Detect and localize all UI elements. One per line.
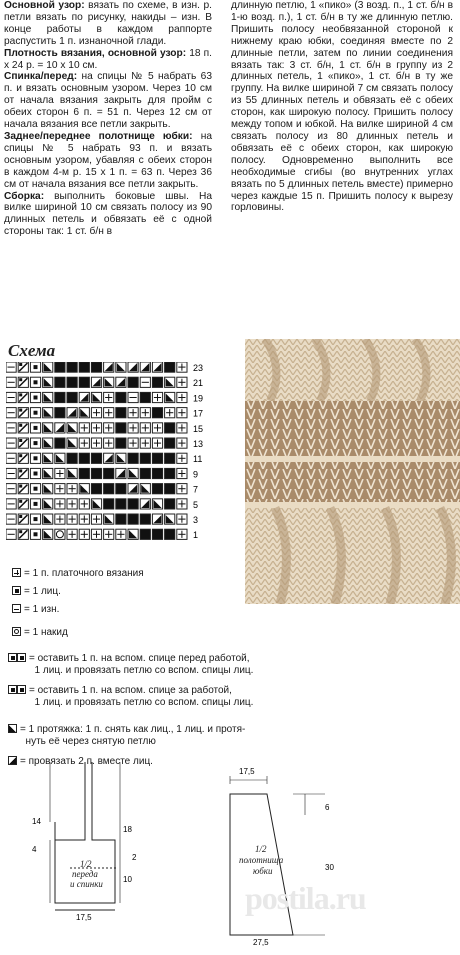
- chart-cell: [91, 438, 101, 448]
- chart-cell: [18, 453, 28, 463]
- chart-cell: [55, 438, 65, 448]
- chart-cell: [91, 484, 101, 494]
- chart-cell: [30, 362, 40, 372]
- chart-row-number: 9: [193, 469, 199, 480]
- chart-cell: [18, 468, 28, 478]
- piece-label-name-2: и спинки: [70, 879, 103, 889]
- chart-cell: [177, 438, 187, 448]
- legend-item: [12, 586, 61, 598]
- chart-row-number: 23: [193, 363, 204, 373]
- chart-cell: [128, 514, 138, 524]
- chart-cell: [140, 529, 150, 539]
- chart-cell: [6, 529, 16, 539]
- chart-cell: [152, 423, 162, 433]
- chart-cell: [30, 529, 40, 539]
- chart-cell: [67, 362, 77, 372]
- chart-cell: [30, 468, 40, 478]
- chart-cell: [128, 453, 138, 463]
- chart-cell: [67, 484, 77, 494]
- legend-item: [8, 653, 253, 677]
- legend-item: [8, 685, 253, 709]
- chart-cell: [177, 423, 187, 433]
- chart-cell: [177, 468, 187, 478]
- chart-row-number: 11: [193, 454, 203, 465]
- chart-cell: [91, 499, 101, 509]
- chart-cell: [55, 468, 65, 478]
- legend-text: = 1 лиц.: [24, 586, 61, 597]
- chart-cell: [79, 438, 89, 448]
- cable-back-icon: [8, 685, 26, 694]
- chart-cell: [116, 514, 126, 524]
- chart-cell: [18, 438, 28, 448]
- chart-cell: [91, 514, 101, 524]
- chart-cell: [79, 529, 89, 539]
- chart-cell: [6, 438, 16, 448]
- text-column-left: [4, 0, 212, 238]
- chart-cell: [116, 362, 126, 372]
- chart-cell: [104, 423, 114, 433]
- chart-cell: [116, 453, 126, 463]
- chart-cell: [140, 377, 150, 387]
- piece-label-fraction: 1/2: [80, 859, 92, 869]
- chart-cell: [6, 514, 16, 524]
- legend-item: [12, 627, 68, 639]
- chart-row-number: 17: [193, 408, 204, 419]
- chart-cell: [128, 484, 138, 494]
- dim-2: 2: [132, 853, 137, 862]
- chart-cell: [91, 423, 101, 433]
- instruction-body: выполнить боковые швы. На вилке шириной 10 см связать полосу из 90 длинных петель и обвязать её с одной стороны так: 1 ст. б/н в: [4, 190, 212, 238]
- piece-label-fraction: 1/2: [255, 844, 267, 854]
- chart-row-number: 7: [193, 484, 199, 495]
- chart-row-number: 3: [193, 515, 199, 525]
- plus-icon: [12, 568, 21, 577]
- chart-cell: [104, 362, 114, 372]
- chart-cell: [140, 408, 150, 418]
- pass-over-icon: [8, 724, 17, 733]
- chart-cell: [43, 453, 53, 463]
- instruction-heading: Спинка/перед:: [4, 71, 78, 83]
- legend-text: = 1 накид: [24, 627, 68, 638]
- yarn-over-icon: [12, 627, 21, 636]
- chart-cell: [140, 392, 150, 402]
- chart-cell: [6, 377, 16, 387]
- chart-cell: [18, 408, 28, 418]
- chart-cell: [30, 438, 40, 448]
- dim-27-5: 27,5: [253, 938, 269, 947]
- chart-cell: [165, 392, 175, 402]
- knit-icon: [12, 586, 21, 595]
- piece-label-name: полотнища: [239, 855, 284, 865]
- chart-cell: [30, 423, 40, 433]
- chart-cell: [104, 529, 114, 539]
- chart-cell: [177, 408, 187, 418]
- dim-14: 14: [32, 817, 41, 826]
- chart-cell: [55, 377, 65, 387]
- chart-cell: [18, 362, 28, 372]
- chart-cell: [30, 392, 40, 402]
- dim-4: 4: [32, 845, 37, 854]
- chart-cell: [6, 408, 16, 418]
- legend-text: = 1 изн.: [24, 604, 60, 615]
- instruction-heading: Сборка:: [4, 190, 45, 202]
- chart-cell: [177, 529, 187, 539]
- chart-cell: [43, 377, 53, 387]
- chart-cell: [55, 392, 65, 402]
- chart-cell: [6, 362, 16, 372]
- chart-cell: [79, 423, 89, 433]
- instruction-paragraph: [4, 48, 212, 72]
- knitted-fabric-photo: [245, 339, 460, 604]
- chart-cell: [30, 408, 40, 418]
- chart-cell: [79, 392, 89, 402]
- chart-cell: [104, 499, 114, 509]
- chart-cell: [6, 423, 16, 433]
- chart-cell: [67, 453, 77, 463]
- chart-cell: [116, 408, 126, 418]
- chart-cell: [43, 468, 53, 478]
- chart-cell: [128, 408, 138, 418]
- assembly-text-continued: длинную петлю, 1 «пико» (3 возд. п., 1 ст. б/н в 1-ю возд. п.), 1 ст. б/н в ту же длинную петлю. Пришить полосу необвязанной стороной к нижнему краю юбки, соединяя вместе по 2 длинные петли, затем по линии соединения вязать так: 3 ст. б/н, 1 ст. б/н в группу из 2 длинных петель, 1 «пико», 1 ст. б/н в ту же группу. На вилке шириной 7 см связать полосу из 55 длинных петель и обвязать её с обеих сторон, как широкую полосу. Пришить полосу между топом и юбкой. На вилке шириной 4 см связать полосу из 80 длинных петель и обвязать её с обеих сторон, как широкую полосу. Одновременно выполнить все необходимые сгибы (во внутренних углах вязать по 5 длинных петель вместе) примерно через каждые 15 п. Пришить полосу к вырезу горловины.: [231, 0, 453, 214]
- instruction-heading: Заднее/переднее полотнище юбки:: [4, 130, 193, 142]
- chart-cell: [91, 377, 101, 387]
- chart-row-number: 13: [193, 439, 204, 449]
- chart-cell: [165, 438, 175, 448]
- chart-cell: [104, 377, 114, 387]
- instruction-body: на спицы № 5 набрать 63 п. и вязать основным узором. Через 10 см от начала вязания закрыть для пройм с обеих сторон 6 п. = 51 п. Через 12 см от начала вязания все петли закрыть.: [4, 71, 212, 131]
- chart-cell: [165, 499, 175, 509]
- chart-cell: [18, 484, 28, 494]
- chart-cell: [79, 514, 89, 524]
- dim-10: 10: [123, 875, 132, 884]
- chart-cell: [6, 468, 16, 478]
- watermark-text: postila.ru: [245, 880, 366, 916]
- chart-cell: [79, 377, 89, 387]
- chart-cell: [55, 499, 65, 509]
- chart-cell: [128, 377, 138, 387]
- chart-cell: [152, 514, 162, 524]
- chart-cell: [152, 377, 162, 387]
- chart-cell: [165, 362, 175, 372]
- instruction-paragraph: [4, 191, 212, 239]
- chart-cell: [43, 514, 53, 524]
- schema-title: Схема: [8, 341, 56, 360]
- chart-cell: [152, 468, 162, 478]
- chart-cell: [91, 362, 101, 372]
- legend-text: = 1 протяжка: 1 п. снять как лиц., 1 лиц. и протя- нуть её через снятую петлю: [20, 724, 246, 747]
- chart-cell: [140, 468, 150, 478]
- dim-6: 6: [325, 803, 330, 812]
- chart-cell: [55, 514, 65, 524]
- chart-cell: [165, 408, 175, 418]
- instruction-heading: Плотность вязания, основной узор:: [4, 47, 187, 59]
- dim-18: 18: [123, 825, 132, 834]
- chart-cell: [30, 377, 40, 387]
- chart-cell: [128, 529, 138, 539]
- instruction-heading: Основной узор:: [4, 0, 85, 11]
- chart-cell: [116, 423, 126, 433]
- chart-cell: [104, 484, 114, 494]
- chart-cell: [116, 529, 126, 539]
- chart-cell: [152, 484, 162, 494]
- chart-cell: [116, 438, 126, 448]
- dim-17-5: 17,5: [76, 913, 92, 922]
- chart-cell: [55, 408, 65, 418]
- instruction-body: вязать по схеме, в изн. р. петли вязать по рисунку, накиды – изн. В конце работы в каждом раппорте распустить 1 п. изнаночной глади.: [4, 0, 212, 47]
- chart-cell: [6, 392, 16, 402]
- chart-cell: [177, 453, 187, 463]
- chart-cell: [43, 438, 53, 448]
- chart-cell: [140, 423, 150, 433]
- chart-cell: [43, 362, 53, 372]
- chart-cell: [67, 392, 77, 402]
- chart-cell: [140, 484, 150, 494]
- chart-cell: [152, 362, 162, 372]
- chart-row-number: 21: [193, 378, 204, 389]
- knitting-chart: [6, 362, 216, 552]
- chart-cell: [140, 362, 150, 372]
- chart-cell: [152, 453, 162, 463]
- chart-cell: [165, 453, 175, 463]
- chart-cell: [128, 438, 138, 448]
- chart-cell: [67, 423, 77, 433]
- chart-cell: [67, 514, 77, 524]
- legend-text: = оставить 1 п. на вспом. спице за работой, 1 лиц. и провязать петлю со вспом. спицы лиц.: [29, 685, 254, 708]
- chart-cell: [128, 392, 138, 402]
- chart-cell: [104, 514, 114, 524]
- chart-cell: [79, 408, 89, 418]
- legend-text: = 1 п. платочного вязания: [24, 568, 144, 579]
- legend-text: = провязать 2 п. вместе лиц.: [20, 756, 153, 767]
- schematic-skirt: [205, 760, 385, 950]
- chart-cell: [128, 468, 138, 478]
- chart-cell: [104, 408, 114, 418]
- chart-cell: [104, 468, 114, 478]
- dim-30: 30: [325, 863, 334, 872]
- legend-text: = оставить 1 п. на вспом. спице перед работой, 1 лиц. и провязать петлю со вспом. спицы лиц.: [29, 653, 254, 676]
- chart-cell: [79, 362, 89, 372]
- chart-row-number: 19: [193, 393, 204, 404]
- chart-cell: [43, 499, 53, 509]
- chart-cell: [30, 514, 40, 524]
- purl-icon: [12, 604, 21, 613]
- instruction-body: на спицы № 5 набрать 93 п. и вязать основным узором, убавляя с обеих сторон в каждом 4-м р. 15 х 1 п. = 63 п. Через 36 см от начала вязания все петли закрыть.: [4, 130, 213, 190]
- chart-cell: [91, 468, 101, 478]
- chart-cell: [55, 453, 65, 463]
- text-column-right: [231, 0, 453, 214]
- chart-cell: [79, 484, 89, 494]
- chart-row-number: 1: [193, 530, 199, 541]
- legend-item: [12, 604, 59, 616]
- chart-cell: [55, 484, 65, 494]
- chart-cell: [165, 514, 175, 524]
- chart-cell: [128, 499, 138, 509]
- chart-cell: [165, 484, 175, 494]
- chart-cell: [177, 362, 187, 372]
- chart-cell: [91, 408, 101, 418]
- chart-cell: [43, 529, 53, 539]
- chart-cell: [177, 392, 187, 402]
- chart-cell: [140, 453, 150, 463]
- chart-cell: [104, 453, 114, 463]
- instruction-paragraph: [4, 0, 212, 48]
- instruction-paragraph: [4, 131, 212, 191]
- chart-cell: [177, 484, 187, 494]
- chart-cell: [55, 529, 65, 539]
- chart-cell: [55, 423, 65, 433]
- chart-row-number: 15: [193, 423, 204, 434]
- chart-row-number: 5: [193, 499, 199, 510]
- chart-cell: [79, 453, 89, 463]
- piece-label-name: переда: [72, 869, 98, 879]
- chart-cell: [140, 438, 150, 448]
- chart-cell: [67, 408, 77, 418]
- dim-17-5: 17,5: [239, 767, 255, 776]
- chart-cell: [152, 408, 162, 418]
- chart-cell: [18, 514, 28, 524]
- chart-cell: [6, 453, 16, 463]
- chart-cell: [116, 499, 126, 509]
- chart-cell: [177, 499, 187, 509]
- chart-cell: [152, 499, 162, 509]
- chart-cell: [18, 377, 28, 387]
- chart-cell: [18, 423, 28, 433]
- chart-cell: [30, 484, 40, 494]
- chart-cell: [116, 468, 126, 478]
- instruction-paragraph: [4, 71, 212, 131]
- chart-cell: [128, 423, 138, 433]
- chart-cell: [30, 499, 40, 509]
- chart-cell: [55, 362, 65, 372]
- chart-cell: [91, 529, 101, 539]
- chart-cell: [43, 423, 53, 433]
- chart-cell: [116, 392, 126, 402]
- chart-cell: [6, 484, 16, 494]
- chart-cell: [165, 468, 175, 478]
- chart-cell: [79, 468, 89, 478]
- chart-cell: [79, 499, 89, 509]
- chart-cell: [165, 529, 175, 539]
- chart-cell: [18, 529, 28, 539]
- legend-item: [8, 724, 245, 748]
- chart-cell: [116, 377, 126, 387]
- schematic-front-back: [10, 760, 170, 925]
- chart-cell: [140, 499, 150, 509]
- chart-cell: [67, 377, 77, 387]
- chart-cell: [140, 514, 150, 524]
- chart-cell: [104, 392, 114, 402]
- instruction-body: 18 п. х 24 р. = 10 х 10 см.: [4, 47, 213, 71]
- chart-cell: [6, 499, 16, 509]
- chart-cell: [177, 514, 187, 524]
- legend-item: [12, 568, 144, 580]
- chart-cell: [152, 438, 162, 448]
- chart-cell: [67, 468, 77, 478]
- chart-cell: [67, 529, 77, 539]
- chart-cell: [177, 377, 187, 387]
- chart-cell: [18, 392, 28, 402]
- chart-cell: [30, 453, 40, 463]
- chart-cell: [152, 529, 162, 539]
- chart-cell: [43, 392, 53, 402]
- chart-cell: [128, 362, 138, 372]
- chart-cell: [152, 392, 162, 402]
- chart-cell: [43, 484, 53, 494]
- chart-cell: [67, 499, 77, 509]
- cable-front-icon: [8, 653, 26, 662]
- chart-cell: [91, 392, 101, 402]
- chart-cell: [18, 499, 28, 509]
- chart-cell: [104, 438, 114, 448]
- chart-cell: [165, 423, 175, 433]
- chart-cell: [43, 408, 53, 418]
- chart-cell: [67, 438, 77, 448]
- chart-cell: [165, 377, 175, 387]
- piece-label-name-2: юбки: [253, 866, 273, 876]
- chart-cell: [116, 484, 126, 494]
- chart-cell: [91, 453, 101, 463]
